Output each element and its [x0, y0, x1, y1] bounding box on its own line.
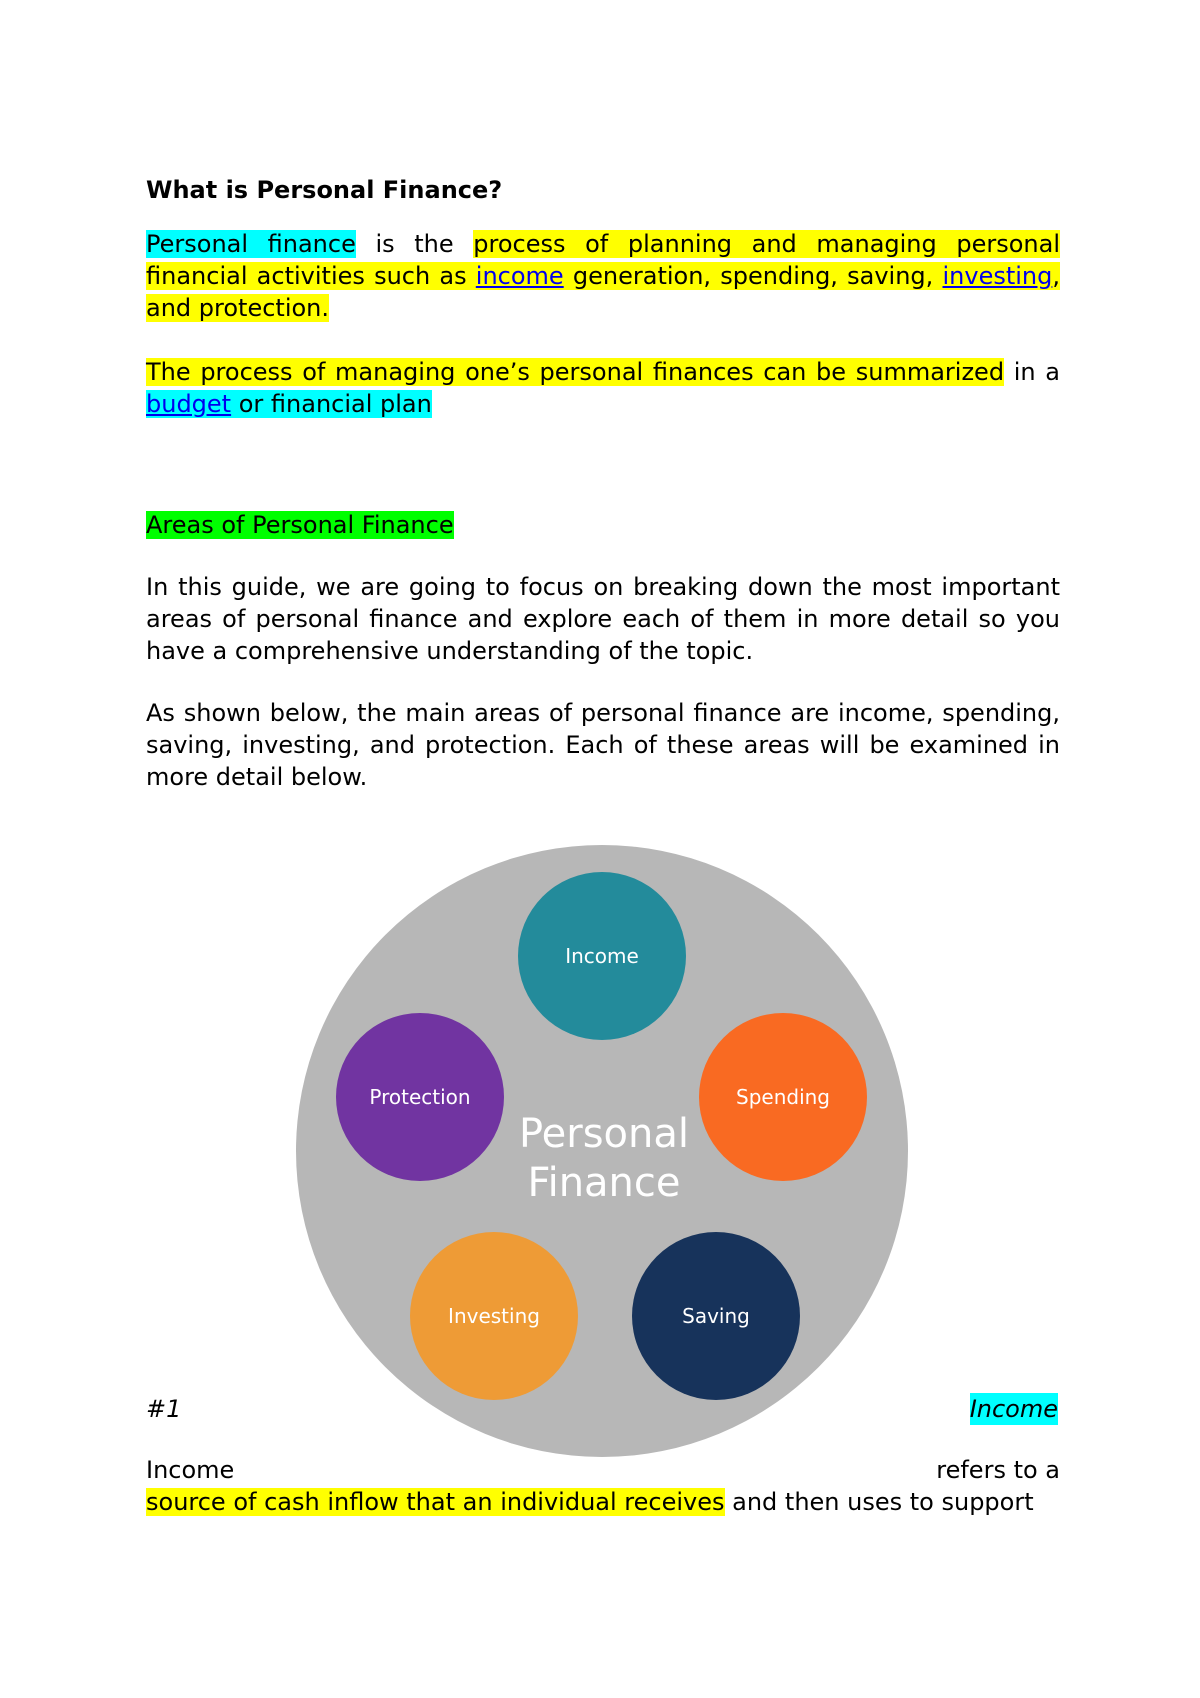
personal-finance-diagram — [296, 845, 908, 1457]
text-span: , and protection. — [146, 262, 1060, 322]
text-span: process of planning and managing personal financial activities such as — [146, 230, 1061, 290]
income-word: Income — [146, 1456, 235, 1484]
diagram-center-line2: Finance — [527, 1160, 681, 1206]
section-number-row — [146, 1393, 1060, 1425]
budget-link[interactable]: budget — [146, 390, 232, 418]
text-span: and then uses to support — [724, 1488, 1034, 1516]
node-spending-label: Spending — [736, 1085, 830, 1109]
node-investing-label: Investing — [448, 1304, 540, 1328]
income-line1 — [146, 1454, 1060, 1486]
investing-link[interactable]: investing — [942, 262, 1053, 290]
page-title: What is Personal Finance? — [146, 176, 503, 204]
income-line2 — [146, 1486, 1060, 1518]
text-span: is the — [355, 230, 474, 258]
node-saving-label: Saving — [682, 1304, 750, 1328]
income-link[interactable]: income — [475, 262, 564, 290]
section-heading-text: Areas of Personal Finance — [146, 511, 454, 539]
diagram-center-line1: Personal — [518, 1111, 690, 1157]
section-number: #1 — [146, 1395, 182, 1423]
refers-text: refers to a — [936, 1456, 1060, 1484]
text-span: in a — [1004, 358, 1061, 386]
section-title: Income — [969, 1395, 1058, 1423]
node-protection-label: Protection — [369, 1085, 471, 1109]
node-income-label: Income — [565, 944, 639, 968]
paragraph-areas: As shown below, the main areas of personal finance are income, spending, saving, investing, and protection. Each of these areas will be examined in more detail below. — [146, 699, 1060, 791]
paragraph-definition — [146, 228, 1060, 324]
text-span: generation, spending, saving, — [563, 262, 943, 290]
cash-inflow-highlight: source of cash inflow that an individual receives — [146, 1488, 725, 1516]
text-span: or financial plan — [231, 390, 432, 418]
section-heading — [146, 509, 1060, 541]
paragraph-budget — [146, 356, 1060, 420]
term-highlight: Personal finance — [146, 230, 356, 258]
budget-highlight — [146, 390, 432, 418]
paragraph-guide: In this guide, we are going to focus on breaking down the most important areas of personal finance and explore each of them in more detail so you have a comprehensive understanding of the topic. — [146, 573, 1060, 665]
summary-highlight: The process of managing one’s personal finances can be summarized — [146, 358, 1005, 386]
